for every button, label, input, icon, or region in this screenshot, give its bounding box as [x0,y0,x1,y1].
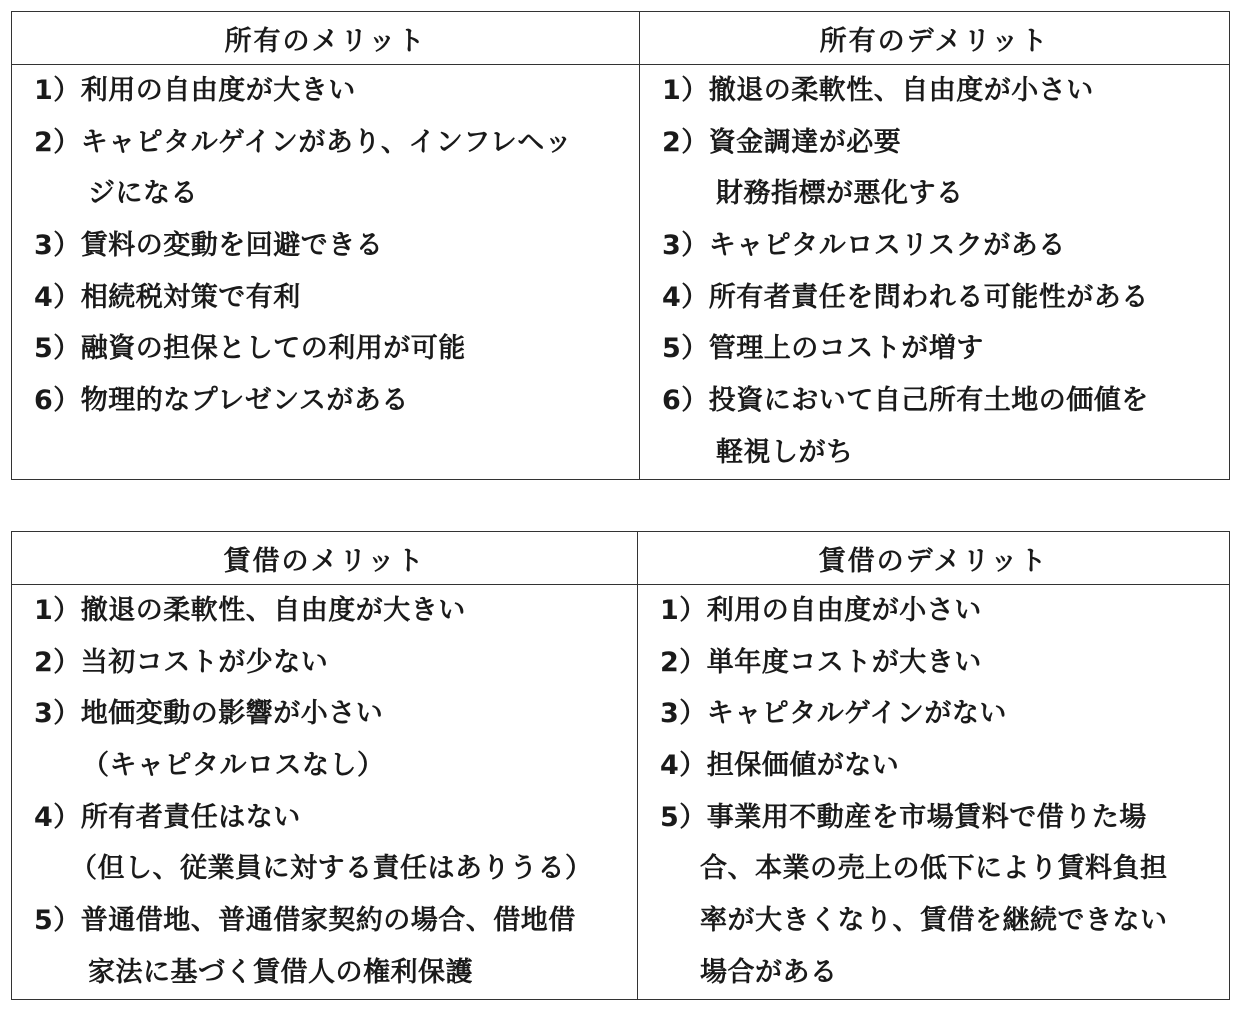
list-item: 3）賃料の変動を回避できる [34,230,384,262]
list-item: 4）担保価値がない [660,750,900,782]
list-item: 1）利用の自由度が小さい [660,595,982,626]
list-item: 2）資金調達が必要 [662,126,902,158]
table-body-row [12,65,1230,480]
list-item: 3）地価変動の影響が小さい [34,698,384,730]
list-item: 2）単年度コストが大きい [660,646,982,678]
list-item: 5）管理上のコストが増す [662,333,984,365]
list-item: 3）キャピタルゲインがない [660,698,1007,730]
list-item-continuation: 軽視しがち [716,436,854,468]
ownership-demerits-cell [640,65,1230,480]
list-item: 4）所有者責任はない [34,801,301,833]
list-item: 1）撤退の柔軟性、自由度が大きい [34,595,466,626]
ownership-merits-header: 所有のメリット [12,12,640,65]
list-item-continuation: 合、本業の売上の低下により賃料負担 [700,853,1168,885]
lease-demerits-header: 賃借のデメリット [638,532,1230,585]
list-item-continuation: 財務指標が悪化する [716,178,964,210]
table-body-row [12,585,1230,1000]
list-item-continuation: 家法に基づく賃借人の権利保護 [88,956,473,988]
list-item: 4）相続税対策で有利 [34,281,301,313]
table-header-row [12,532,1230,585]
list-item: 4）所有者責任を問われる可能性がある [662,281,1149,313]
ownership-comparison-table [11,11,1230,480]
ownership-merits-cell [12,65,640,480]
list-item: 6）投資において自己所有土地の価値を [662,385,1149,417]
list-item-continuation: ジになる [88,178,198,210]
list-item: 2）当初コストが少ない [34,646,329,678]
list-item: 2）キャピタルゲインがあり、インフレヘッ [34,126,573,158]
list-item: 6）物理的なプレゼンスがある [34,385,409,417]
lease-merits-cell [12,585,638,1000]
list-item: 1）撤退の柔軟性、自由度が小さい [662,75,1094,106]
lease-demerits-cell [638,585,1230,1000]
list-item-continuation: 率が大きくなり、賃借を継続できない [700,905,1168,937]
list-item: 5）普通借地、普通借家契約の場合、借地借 [34,905,576,937]
lease-comparison-table [11,531,1230,1000]
list-item: 3）キャピタルロスリスクがある [662,230,1066,262]
list-item: 5）融資の担保としての利用が可能 [34,333,466,365]
list-item-continuation: （キャピタルロスなし） [82,750,385,782]
lease-merits-header: 賃借のメリット [12,532,638,585]
ownership-demerits-header: 所有のデメリット [640,12,1230,65]
table-header-row [12,12,1230,65]
list-item: 5）事業用不動産を市場賃料で借りた場 [660,801,1147,833]
list-item-continuation: 場合がある [700,956,838,988]
list-item-continuation: （但し、従業員に対する責任はありうる） [70,853,593,885]
list-item: 1）利用の自由度が大きい [34,75,356,106]
